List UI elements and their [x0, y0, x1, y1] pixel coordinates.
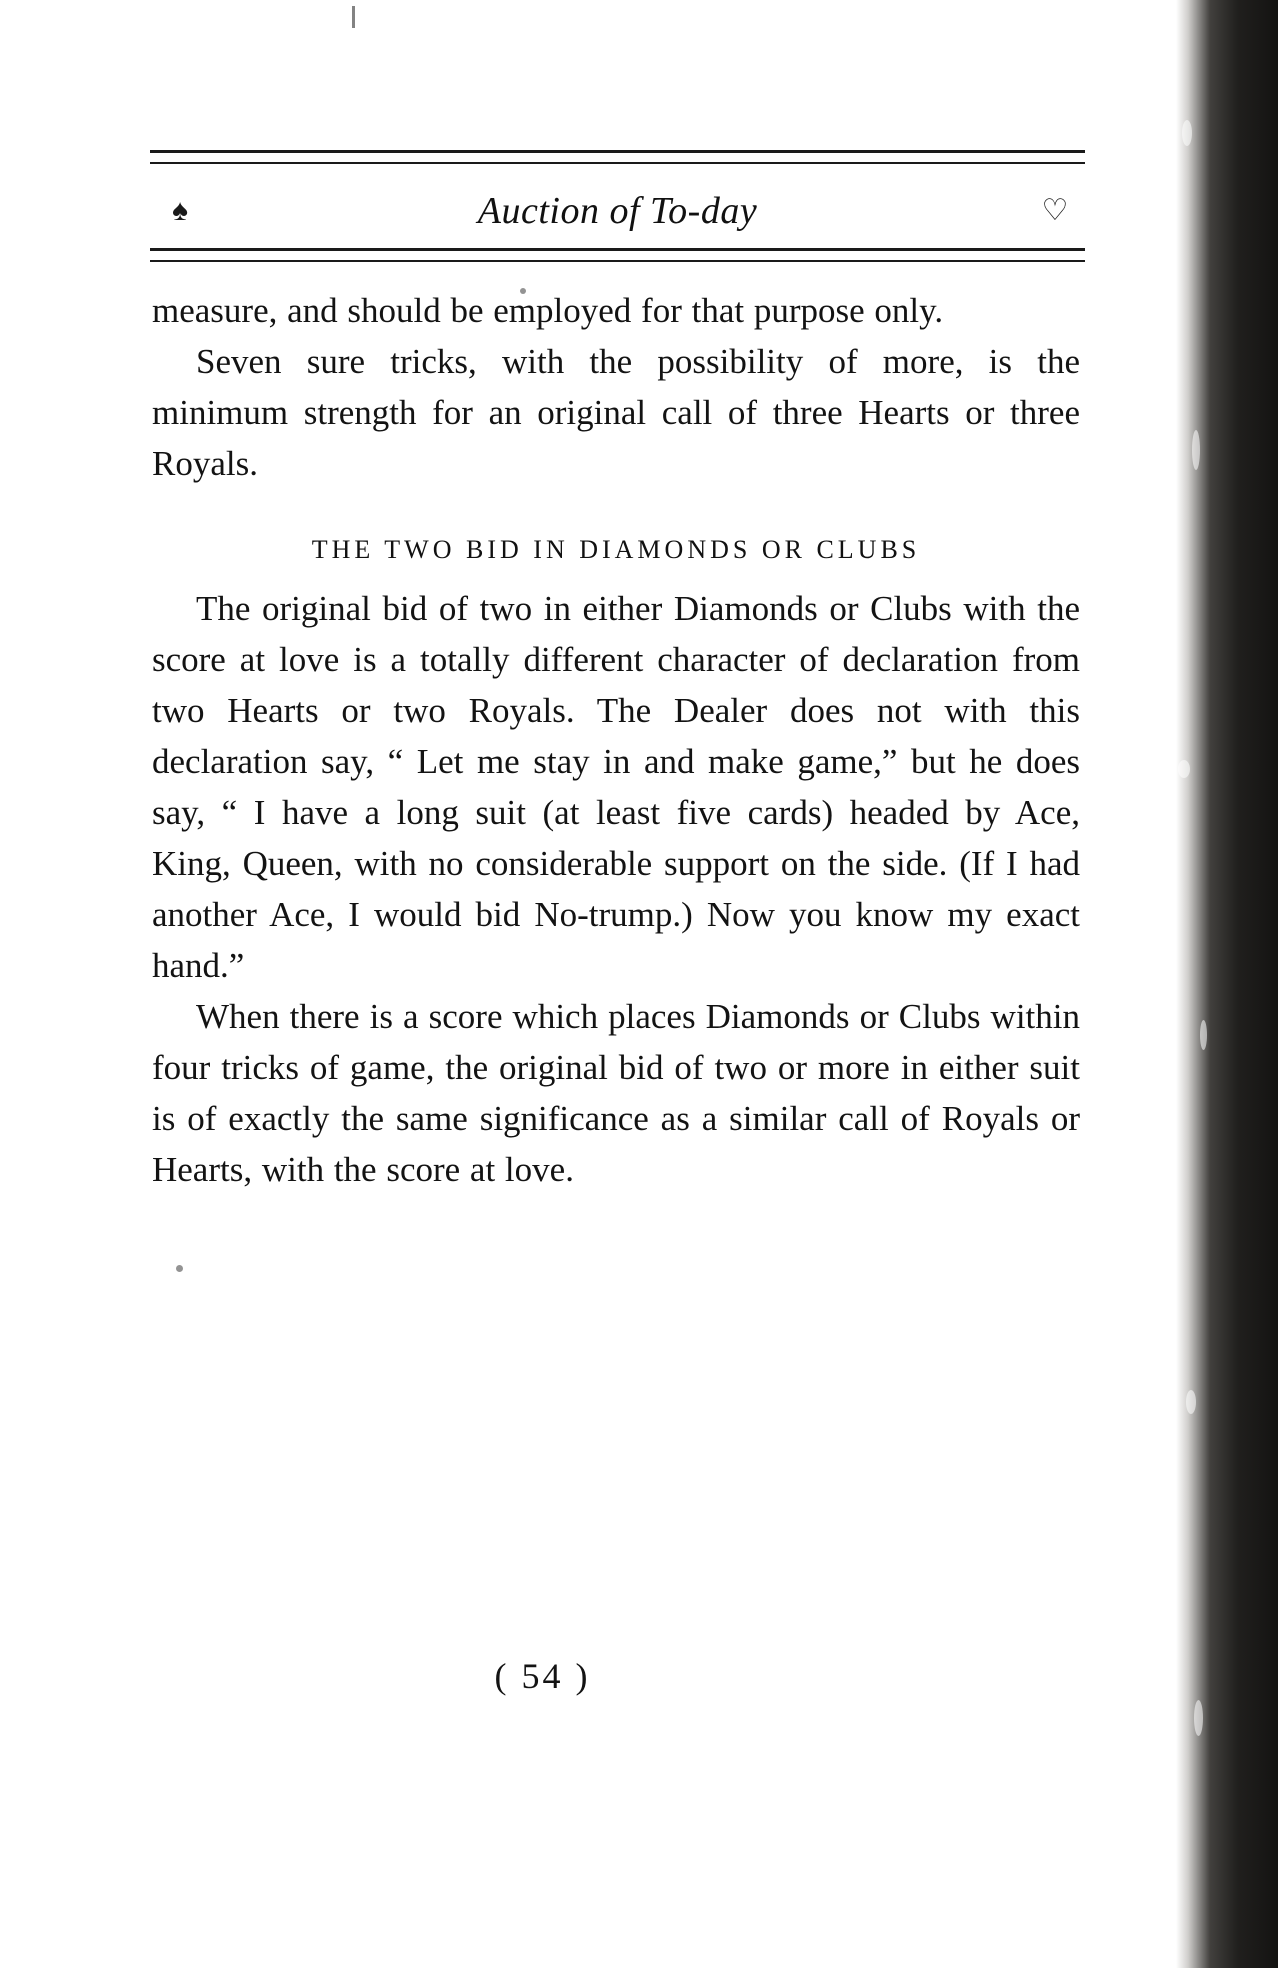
scan-artifact-tick [352, 6, 355, 28]
header-rule-top-second [150, 162, 1085, 164]
rule-line [150, 150, 1085, 153]
page-title: Auction of To-day [477, 190, 758, 232]
paragraph-continuation: measure, and should be employed for that purpose only. [152, 291, 944, 330]
heart-icon: ♡ [1041, 194, 1069, 227]
rule-line [150, 162, 1085, 164]
scan-edge-shadow [1148, 0, 1278, 1968]
header-rule-bottom [150, 248, 1085, 251]
spade-icon: ♠ [172, 194, 188, 227]
rule-line [150, 248, 1085, 251]
text-column [152, 285, 1080, 1195]
paragraph-seven-sure-tricks: Seven sure tricks, with the possibility of more, is the minimum strength for an original call of three Hearts or three Royals. [152, 342, 1080, 483]
page-number: ( 54 ) [494, 1656, 591, 1696]
scan-artifact-dot [176, 1265, 183, 1272]
section-heading: THE TWO BID IN DIAMONDS OR CLUBS [311, 535, 921, 564]
header-rule-bottom-second [150, 260, 1085, 262]
rule-line [150, 260, 1085, 262]
paragraph-original-bid: The original bid of two in either Diamonds or Clubs with the score at love is a totally different character of declaration from two Hearts or two Royals. The Dealer does not with this declaration say, “ Let me stay in and make game,” but he does say, “ I have a long suit (at least five cards) headed by Ace, King, Queen, with no considerable support on the side. (If I had another Ace, I would bid No-trump.) Now you know my exact hand.” [152, 589, 1080, 985]
paragraph-when-there-is-a-score: When there is a score which places Diamonds or Clubs within four tricks of game, the original bid of two or more in either suit is of exactly the same significance as a similar call of Royals or Hearts, with the score at love. [152, 997, 1080, 1189]
running-head [150, 175, 1085, 247]
header-rule-top [150, 150, 1085, 153]
